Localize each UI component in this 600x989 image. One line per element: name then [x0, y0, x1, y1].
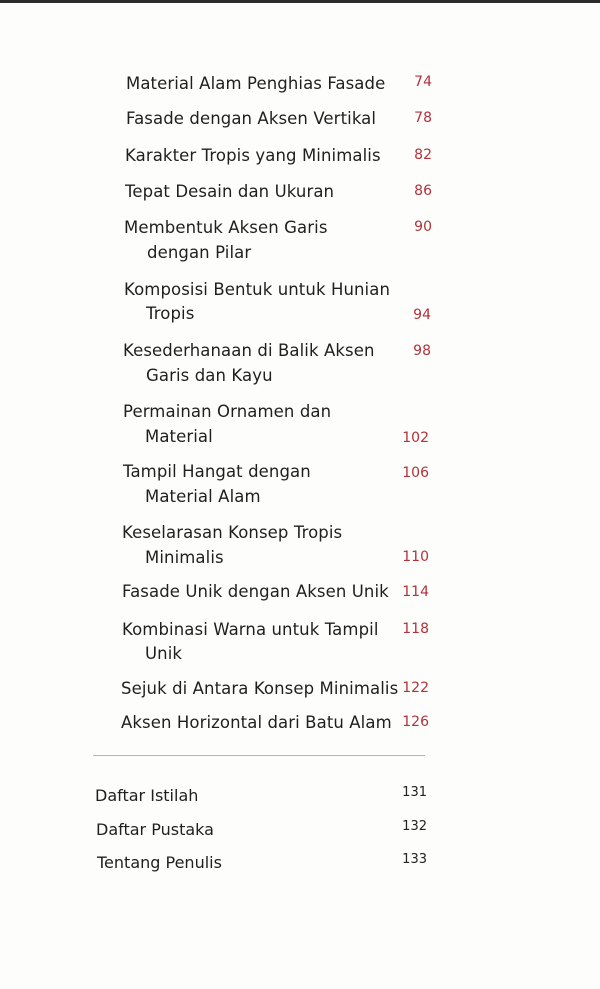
toc-entry-page: 110 [402, 549, 429, 565]
toc-entry-title-continued: Unik [145, 644, 183, 663]
toc-entry-title: Keselarasan Konsep Tropis [122, 523, 343, 542]
toc-entry-title: Permainan Ornamen dan [123, 402, 332, 421]
back-matter-title: Daftar Pustaka [96, 820, 214, 839]
toc-entry-title: Fasade Unik dengan Aksen Unik [122, 582, 389, 601]
toc-entry-title: Tampil Hangat dengan [123, 462, 311, 481]
toc-entry-title-continued: Tropis [146, 304, 195, 323]
toc-entry-page: 122 [402, 680, 429, 696]
toc-entry-page: 126 [402, 714, 429, 730]
toc-entry-title-continued: Garis dan Kayu [146, 366, 273, 385]
toc-entry-page: 74 [414, 74, 432, 90]
back-matter-page: 132 [402, 819, 427, 834]
toc-entry-page: 94 [413, 307, 431, 323]
back-matter-title: Daftar Istilah [95, 786, 199, 805]
section-divider [93, 755, 425, 756]
toc-entry-title: Sejuk di Antara Konsep Minimalis [121, 679, 399, 698]
toc-entry-title: Kesederhanaan di Balik Aksen [123, 341, 375, 360]
toc-entry-page: 86 [414, 183, 432, 199]
toc-entry-title-continued: dengan Pilar [147, 243, 252, 262]
toc-entry-page: 90 [414, 219, 432, 235]
back-matter-page: 133 [402, 852, 427, 867]
toc-entry-page: 106 [402, 465, 429, 481]
back-matter-title: Tentang Penulis [97, 853, 222, 872]
toc-entry-page: 114 [402, 584, 429, 600]
toc-entry-title: Membentuk Aksen Garis [124, 218, 328, 237]
back-matter-page: 131 [402, 785, 427, 800]
toc-entry-page: 102 [402, 430, 429, 446]
toc-entry-page: 82 [414, 147, 432, 163]
toc-entry-title: Aksen Horizontal dari Batu Alam [121, 713, 392, 732]
toc-entry-page: 98 [413, 343, 431, 359]
toc-entry-title-continued: Material Alam [145, 487, 261, 506]
toc-entry-title: Fasade dengan Aksen Vertikal [126, 109, 377, 128]
toc-entry-title: Material Alam Penghias Fasade [126, 74, 386, 93]
toc-entry-title: Tepat Desain dan Ukuran [125, 182, 335, 201]
toc-entry-title: Komposisi Bentuk untuk Hunian [124, 280, 391, 299]
page-top-edge [0, 0, 600, 3]
toc-entry-title: Kombinasi Warna untuk Tampil [122, 620, 379, 639]
toc-entry-title: Karakter Tropis yang Minimalis [125, 146, 381, 165]
toc-entry-page: 78 [414, 110, 432, 126]
toc-entry-title-continued: Minimalis [145, 548, 224, 567]
toc-entry-page: 118 [402, 621, 429, 637]
toc-entry-title-continued: Material [145, 427, 213, 446]
